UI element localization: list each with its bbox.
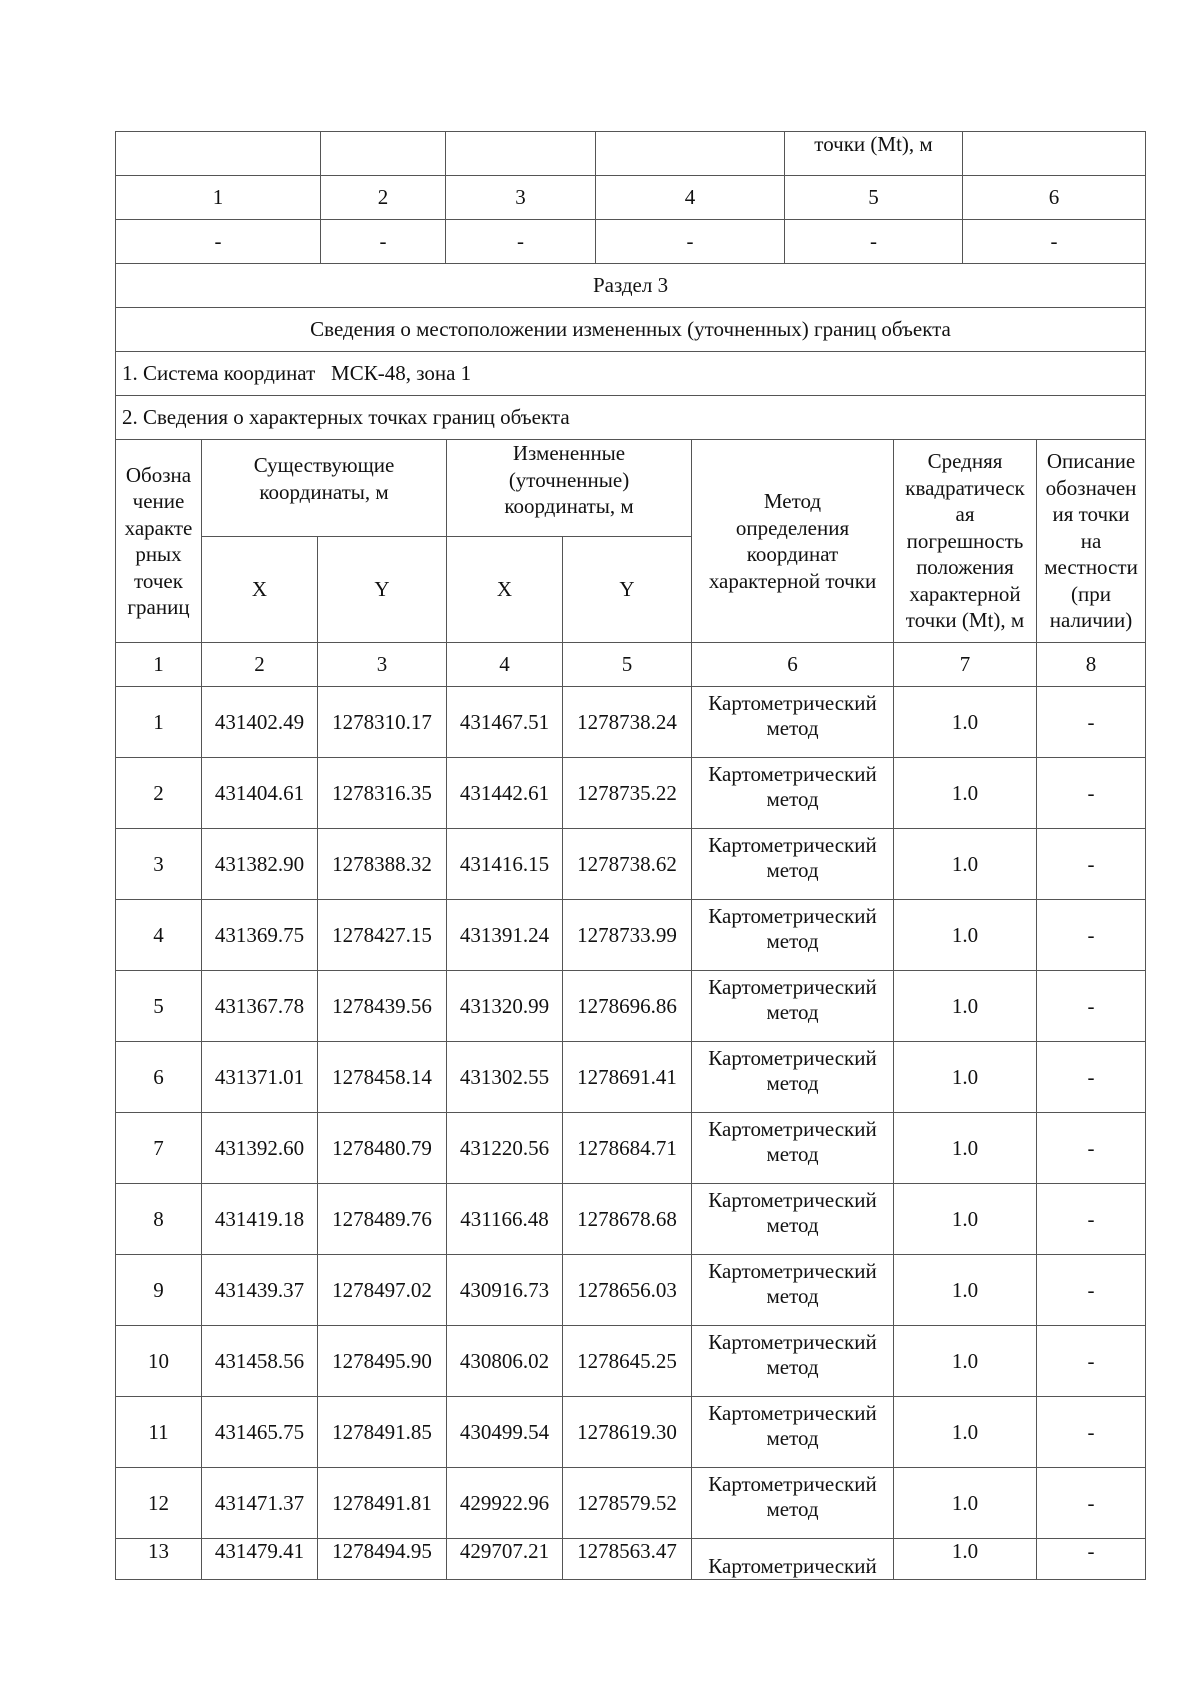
existing-x: 431382.90 (202, 829, 318, 900)
changed-y: 1278696.86 (563, 971, 692, 1042)
point-number: 8 (116, 1184, 202, 1255)
point-number: 13 (116, 1539, 202, 1580)
changed-x: 431391.24 (447, 900, 563, 971)
header-text: координаты, м (259, 479, 389, 504)
changed-y: 1278684.71 (563, 1113, 692, 1184)
header-text: рных (135, 542, 182, 566)
changed-x: 429707.21 (447, 1539, 563, 1580)
header-designation (116, 440, 202, 643)
method (692, 758, 894, 829)
changed-y: 1278656.03 (563, 1255, 692, 1326)
col-number: 2 (202, 643, 318, 687)
changed-x: 430499.54 (447, 1397, 563, 1468)
header-text: Обозна (125, 462, 192, 487)
method (692, 1113, 894, 1184)
col-number: 7 (894, 643, 1037, 687)
accuracy: 1.0 (894, 687, 1037, 758)
table-row (116, 1113, 1146, 1184)
header-text: точки (Mt), м (905, 608, 1025, 633)
accuracy: 1.0 (894, 1397, 1037, 1468)
col-number: 6 (692, 643, 894, 687)
header-text: Средняя (927, 449, 1003, 474)
header-text: чение (132, 489, 185, 513)
changed-y: 1278738.62 (563, 829, 692, 900)
existing-x: 431367.78 (202, 971, 318, 1042)
header-text: обозначен (1045, 475, 1137, 500)
method (692, 1397, 894, 1468)
header-text: Описание (1046, 449, 1136, 474)
prev-header-partial: точки (Mt), м (785, 132, 963, 176)
col-number: 3 (318, 643, 447, 687)
accuracy: 1.0 (894, 1113, 1037, 1184)
description: - (1037, 1468, 1146, 1539)
existing-x: 431439.37 (202, 1255, 318, 1326)
table-row (116, 1539, 1146, 1580)
description: - (1037, 1255, 1146, 1326)
method-text: Картометрический (708, 1117, 877, 1141)
document-page (115, 131, 1145, 1580)
method-text: Картометрический (708, 833, 877, 857)
header-changed-x: X (447, 537, 563, 643)
changed-y: 1278579.52 (563, 1468, 692, 1539)
changed-y: 1278735.22 (563, 758, 692, 829)
changed-x: 430806.02 (447, 1326, 563, 1397)
section-subtitle: Сведения о местоположении измененных (уточненных) границ объекта (116, 308, 1146, 352)
point-number: 6 (116, 1042, 202, 1113)
method: Картометрический (692, 1539, 894, 1580)
col-number: 5 (785, 176, 963, 220)
accuracy: 1.0 (894, 1042, 1037, 1113)
header-text: определения (735, 515, 850, 540)
description: - (1037, 900, 1146, 971)
existing-x: 431465.75 (202, 1397, 318, 1468)
method-text: Картометрический (708, 1046, 877, 1070)
header-existing-y: Y (318, 537, 447, 643)
existing-x: 431392.60 (202, 1113, 318, 1184)
changed-x: 431416.15 (447, 829, 563, 900)
existing-y: 1278388.32 (318, 829, 447, 900)
changed-x: 431467.51 (447, 687, 563, 758)
col-number: 8 (1037, 643, 1146, 687)
coord-system-value: МСК-48, зона 1 (331, 361, 472, 385)
col-number: 1 (116, 643, 202, 687)
accuracy: 1.0 (894, 1255, 1037, 1326)
existing-y: 1278491.85 (318, 1397, 447, 1468)
table-row (116, 1397, 1146, 1468)
point-number: 4 (116, 900, 202, 971)
description: - (1037, 687, 1146, 758)
description: - (1037, 1397, 1146, 1468)
header-text: Метод (763, 489, 822, 513)
header-text: границ (127, 595, 190, 619)
section-title: Раздел 3 (116, 264, 1146, 308)
existing-x: 431402.49 (202, 687, 318, 758)
description: - (1037, 1326, 1146, 1397)
point-number: 5 (116, 971, 202, 1042)
changed-y: 1278678.68 (563, 1184, 692, 1255)
header-text: квадратическ (905, 475, 1025, 500)
dash-cell: - (446, 220, 596, 264)
method-text: метод (766, 1284, 819, 1308)
accuracy: 1.0 (894, 1539, 1037, 1580)
point-number: 7 (116, 1113, 202, 1184)
method-text: метод (766, 1071, 819, 1095)
method-text: метод (766, 858, 819, 882)
existing-x: 431369.75 (202, 900, 318, 971)
point-number: 2 (116, 758, 202, 829)
method-text: Картометрический (708, 904, 877, 928)
header-text: характерной (909, 581, 1021, 606)
existing-y: 1278439.56 (318, 971, 447, 1042)
col-number: 2 (321, 176, 446, 220)
existing-y: 1278497.02 (318, 1255, 447, 1326)
header-text: местности (1044, 555, 1138, 580)
method (692, 1468, 894, 1539)
method-text: метод (766, 716, 819, 740)
method-text: метод (766, 1213, 819, 1237)
prev-header-row (116, 132, 1146, 176)
method-text: Картометрический (708, 762, 877, 786)
prev-number-row (116, 176, 1146, 220)
method (692, 1255, 894, 1326)
dash-cell: - (785, 220, 963, 264)
changed-x: 431166.48 (447, 1184, 563, 1255)
method-text: Картометрический (708, 1401, 877, 1425)
changed-x: 431220.56 (447, 1113, 563, 1184)
changed-x: 431320.99 (447, 971, 563, 1042)
dash-cell: - (321, 220, 446, 264)
header-method (692, 440, 894, 643)
point-number: 9 (116, 1255, 202, 1326)
accuracy: 1.0 (894, 900, 1037, 971)
header-changed (447, 440, 692, 537)
existing-y: 1278489.76 (318, 1184, 447, 1255)
prev-header-cell (321, 132, 446, 176)
existing-y: 1278427.15 (318, 900, 447, 971)
changed-y: 1278619.30 (563, 1397, 692, 1468)
description: - (1037, 1042, 1146, 1113)
previous-table (115, 131, 1146, 264)
method-text: метод (766, 1000, 819, 1024)
column-number-row (116, 643, 1146, 687)
col-number: 1 (116, 176, 321, 220)
accuracy: 1.0 (894, 829, 1037, 900)
point-number: 1 (116, 687, 202, 758)
header-existing (202, 440, 447, 537)
changed-x: 431442.61 (447, 758, 563, 829)
point-number: 11 (116, 1397, 202, 1468)
header-text: точек (134, 568, 183, 593)
method-text: метод (766, 1355, 819, 1379)
col-number: 3 (446, 176, 596, 220)
table-row (116, 829, 1146, 900)
description: - (1037, 758, 1146, 829)
prev-header-cell (116, 132, 321, 176)
method (692, 1184, 894, 1255)
existing-y: 1278480.79 (318, 1113, 447, 1184)
description: - (1037, 1113, 1146, 1184)
point-number: 12 (116, 1468, 202, 1539)
prev-header-cell (596, 132, 785, 176)
table-row (116, 1468, 1146, 1539)
coord-system (116, 352, 1146, 396)
table-row (116, 687, 1146, 758)
col-number: 6 (963, 176, 1146, 220)
dash-cell: - (116, 220, 321, 264)
prev-header-cell (963, 132, 1146, 176)
accuracy: 1.0 (894, 1468, 1037, 1539)
header-row-1 (116, 440, 1146, 537)
existing-y: 1278495.90 (318, 1326, 447, 1397)
section-title-row (116, 264, 1146, 308)
table-row (116, 971, 1146, 1042)
method-text: метод (766, 1426, 819, 1450)
changed-x: 431302.55 (447, 1042, 563, 1113)
accuracy: 1.0 (894, 1184, 1037, 1255)
points-rows (116, 687, 1146, 1539)
method-text: Картометрический (708, 1259, 877, 1283)
existing-x: 431479.41 (202, 1539, 318, 1580)
header-text: ия точки (1052, 502, 1130, 527)
header-text: координаты, м (504, 494, 634, 518)
existing-y: 1278458.14 (318, 1042, 447, 1113)
dash-cell: - (963, 220, 1146, 264)
section-subtitle-row (116, 308, 1146, 352)
method (692, 900, 894, 971)
header-text: на (1080, 528, 1102, 553)
existing-x: 431371.01 (202, 1042, 318, 1113)
description: - (1037, 1184, 1146, 1255)
header-text: (уточненные) (508, 467, 630, 492)
point-number: 10 (116, 1326, 202, 1397)
points-title: 2. Сведения о характерных точках границ объекта (116, 396, 1146, 440)
description: - (1037, 1539, 1146, 1580)
header-text: (при (1071, 581, 1111, 606)
header-text: погрешность (906, 528, 1024, 553)
header-changed-y: Y (563, 537, 692, 643)
table-row (116, 1042, 1146, 1113)
changed-y: 1278733.99 (563, 900, 692, 971)
method-text: Картометрический (708, 1330, 877, 1354)
header-text: положения (916, 555, 1014, 580)
method-text: метод (766, 1497, 819, 1521)
method (692, 687, 894, 758)
coord-system-label: 1. Система координат (122, 361, 316, 385)
method-text: метод (766, 1142, 819, 1166)
header-text: координат (746, 542, 839, 566)
changed-y: 1278645.25 (563, 1326, 692, 1397)
header-text: наличии) (1049, 608, 1133, 633)
table-row (116, 1326, 1146, 1397)
prev-dash-row (116, 220, 1146, 264)
changed-y: 1278691.41 (563, 1042, 692, 1113)
existing-x: 431419.18 (202, 1184, 318, 1255)
method (692, 971, 894, 1042)
description: - (1037, 971, 1146, 1042)
method-text: Картометрический (708, 1472, 877, 1496)
description: - (1037, 829, 1146, 900)
table-row (116, 1255, 1146, 1326)
header-existing-x: X (202, 537, 318, 643)
col-number: 4 (447, 643, 563, 687)
method-text: Картометрический (708, 1188, 877, 1212)
method-text: Картометрический (708, 691, 877, 715)
existing-y: 1278310.17 (318, 687, 447, 758)
changed-y: 1278563.47 (563, 1539, 692, 1580)
col-number: 4 (596, 176, 785, 220)
method-text: Картометрический (708, 975, 877, 999)
method (692, 1042, 894, 1113)
header-text: ая (955, 502, 975, 527)
table-row (116, 1184, 1146, 1255)
dash-cell: - (596, 220, 785, 264)
method-text: метод (766, 929, 819, 953)
existing-y: 1278494.95 (318, 1539, 447, 1580)
changed-y: 1278738.24 (563, 687, 692, 758)
accuracy: 1.0 (894, 971, 1037, 1042)
existing-x: 431471.37 (202, 1468, 318, 1539)
header-text: Измененные (512, 441, 626, 465)
header-text: Существующие (253, 453, 395, 477)
changed-x: 430916.73 (447, 1255, 563, 1326)
existing-x: 431458.56 (202, 1326, 318, 1397)
existing-x: 431404.61 (202, 758, 318, 829)
point-number: 3 (116, 829, 202, 900)
method (692, 829, 894, 900)
prev-header-cell (446, 132, 596, 176)
section-3-table (115, 263, 1146, 1580)
accuracy: 1.0 (894, 758, 1037, 829)
method (692, 1326, 894, 1397)
header-accuracy (894, 440, 1037, 643)
table-row (116, 758, 1146, 829)
points-title-row (116, 396, 1146, 440)
coord-system-row (116, 352, 1146, 396)
header-text: характерной точки (708, 568, 877, 593)
existing-y: 1278491.81 (318, 1468, 447, 1539)
header-text: характе (124, 515, 193, 540)
header-description (1037, 440, 1146, 643)
accuracy: 1.0 (894, 1326, 1037, 1397)
existing-y: 1278316.35 (318, 758, 447, 829)
method-text: метод (766, 787, 819, 811)
table-row (116, 900, 1146, 971)
changed-x: 429922.96 (447, 1468, 563, 1539)
col-number: 5 (563, 643, 692, 687)
